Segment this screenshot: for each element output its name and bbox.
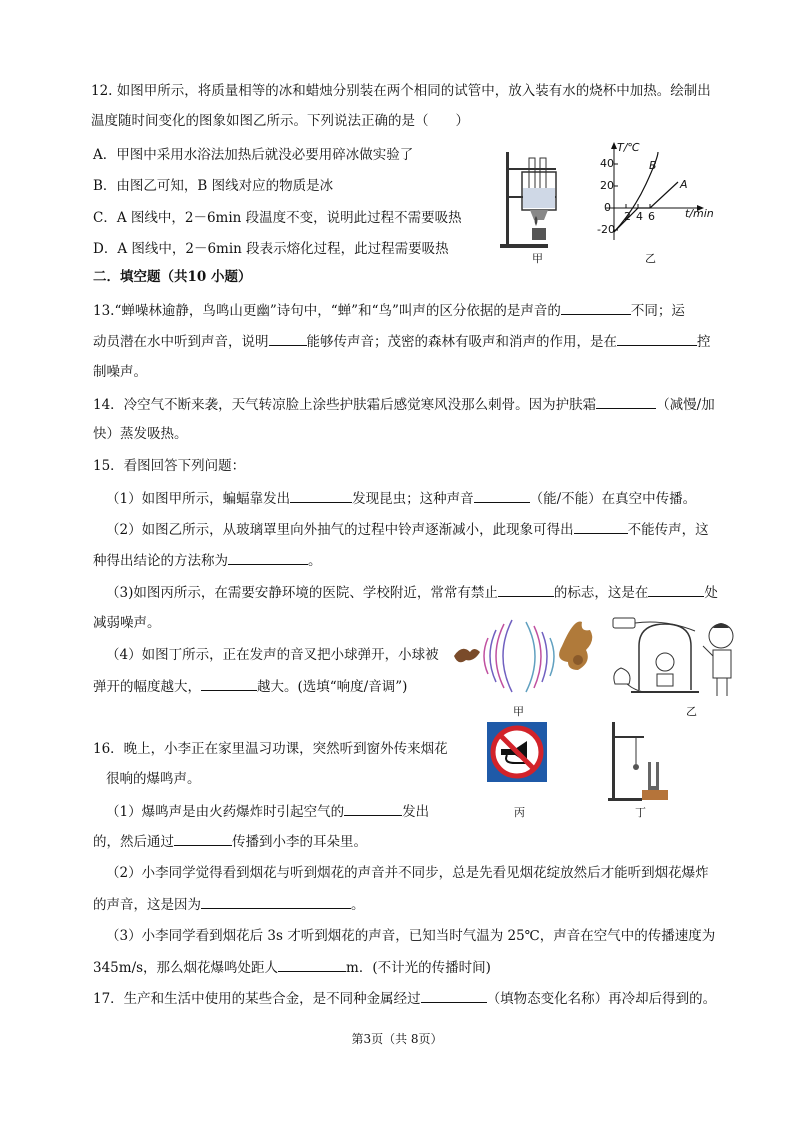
q15-blank-5[interactable] (498, 582, 554, 597)
graph-x-tick-6: 6 (648, 210, 655, 223)
q15-fig-jia-caption: 甲 (513, 705, 524, 718)
graph-y-tick-neg20: -20 (597, 223, 615, 236)
q16-part2-line1: （2）小李同学觉得看到烟花与听到烟花的声音并不同步，总是先看见烟花绽放然后才能听到烟花爆炸 (106, 865, 709, 881)
q13-line2 (93, 331, 711, 352)
q15-p2-text-c: 种得出结论的方法称为 (93, 553, 228, 569)
q15-p3-text-c: 处 (704, 585, 718, 601)
q15-part1 (106, 488, 696, 509)
q16-part1-line2 (93, 831, 367, 852)
q15-part4-line1: （4）如图丁所示，正在发声的音叉把小球弹开，小球被 (106, 647, 439, 663)
q16-line2: 很响的爆鸣声。 (106, 771, 201, 787)
q15-blank-3[interactable] (574, 519, 628, 534)
graph-y-tick-40: 40 (600, 157, 614, 170)
q15-p1-text-c: （能/不能）在真空中传播。 (529, 491, 697, 507)
q16-p1-text-c: 的，然后通过 (93, 834, 174, 850)
page-footer: 第3页（共 8页） (351, 1032, 443, 1046)
q17-line1 (93, 988, 716, 1009)
q16-p2-text-c: 。 (351, 897, 365, 913)
q12-option-b: B．由图乙可知，B 图线对应的物质是冰 (93, 178, 334, 194)
q15-blank-7[interactable] (201, 676, 257, 691)
q15-part4-line2 (93, 676, 407, 697)
graph-y-tick-20: 20 (600, 179, 614, 192)
q15-p3-text-a: （3)如图丙所示，在需要安静环境的医院、学校附近，常常有禁止 (106, 585, 498, 601)
q14-blank-1[interactable] (596, 394, 656, 409)
q13-blank-2[interactable] (269, 331, 307, 346)
q16-p3-text-b: 345m/s，那么烟花爆鸣处距人 (93, 960, 279, 976)
no-honking-sign (487, 722, 547, 782)
q17-text-b: （填物态变化名称）再冷却后得到的。 (486, 991, 717, 1007)
q16-line1: 16．晚上，小李正在家里温习功课，突然听到窗外传来烟花 (93, 741, 448, 757)
q13-line3: 制噪声。 (93, 364, 147, 380)
bell-jar-vacuum-figure (603, 612, 753, 700)
q16-p1-text-a: （1）爆鸣声是由火药爆炸时引起空气的 (106, 804, 345, 820)
q16-p3-text-c: m．(不计光的传播时间) (346, 960, 491, 976)
q13-text-c: 动员潜在水中听到声音，说明 (93, 334, 269, 350)
q16-p1-text-d: 传播到小李的耳朵里。 (232, 834, 367, 850)
q15-fig-yi-caption: 乙 (686, 705, 697, 718)
q15-p2-text-a: （2）如图乙所示，从玻璃罩里向外抽气的过程中铃声逐渐减小，此现象可得出 (106, 522, 574, 538)
q15-p3-text-b: 的标志，这是在 (553, 585, 649, 601)
q15-p4-text-c: 越大。(选填“响度/音调”) (257, 679, 408, 695)
q14-text-b: （减慢/加 (656, 397, 715, 413)
fig-yi-caption: 乙 (645, 252, 656, 265)
q15-p1-text-a: （1）如图甲所示，蝙蝠靠发出 (106, 491, 291, 507)
q16-blank-4[interactable] (278, 957, 346, 972)
q16-part2-line2 (93, 894, 365, 915)
q12-option-c: C．A 图线中，2－6min 段温度不变，说明此过程不需要吸热 (93, 210, 462, 226)
q16-blank-2[interactable] (174, 831, 232, 846)
q16-part1-line1 (106, 801, 429, 822)
q16-part3-line1: （3）小李同学看到烟花后 3s 才听到烟花的声音，已知当时气温为 25℃，声音在空气中的传播速度为 (106, 928, 716, 944)
q15-p2-text-b: 不能传声，这 (627, 522, 709, 538)
graph-curve-b-label: B (649, 159, 657, 172)
fig-jia-caption: 甲 (532, 252, 543, 265)
q13-line1 (93, 300, 685, 321)
q12-stem-line1: 12. 如图甲所示，将质量相等的冰和蜡烛分别装在两个相同的试管中，放入装有水的烧杯中加热。绘制出 (91, 83, 711, 99)
q13-text-a: 13.“蝉噪林逾静，鸟鸣山更幽”诗句中，“蝉”和“鸟”叫声的区分依据的是声音的 (93, 303, 561, 319)
q13-text-b: 不同；运 (630, 303, 685, 319)
q13-blank-3[interactable] (617, 331, 697, 346)
graph-y-axis-label: T/℃ (617, 141, 640, 154)
q15-part3-line2: 减弱噪声。 (93, 615, 161, 631)
tuning-fork-ball-figure (606, 718, 670, 802)
q12-option-a: A．甲图中采用水浴法加热后就没必要用碎冰做实验了 (93, 147, 414, 163)
q15-p4-text-b: 弹开的幅度越大， (93, 679, 201, 695)
q15-p2-text-d: 。 (308, 553, 322, 569)
q15-intro: 15．看图回答下列问题： (93, 458, 246, 474)
bat-echolocation-figure (452, 616, 600, 698)
q16-p1-text-b: 发出 (402, 804, 430, 820)
q15-fig-ding-caption: 丁 (635, 806, 646, 819)
q15-fig-bing-caption: 丙 (514, 806, 525, 819)
q12-option-d: D．A 图线中，2－6min 段表示熔化过程，此过程需要吸热 (93, 241, 449, 257)
section-fill-in-heading: 二．填空题（共10 小题） (93, 269, 252, 285)
q12-stem-line2: 温度随时间变化的图象如图乙所示。下列说法正确的是（ ） (91, 113, 469, 129)
q14-line2: 快）蒸发吸热。 (93, 426, 188, 442)
q13-text-d: 能够传声音；茂密的森林有吸声和消声的作用，是在 (306, 334, 617, 350)
q15-part3-line1 (106, 582, 718, 603)
q15-part2-line2 (93, 550, 322, 571)
q14-line1 (93, 394, 715, 415)
q16-blank-1[interactable] (344, 801, 402, 816)
graph-curve-a-label: A (680, 178, 688, 191)
q15-blank-6[interactable] (648, 582, 704, 597)
graph-y-tick-0: 0 (604, 201, 611, 214)
q14-text-a: 14．冷空气不断来袭，天气转凉脸上涂些护肤霜后感觉寒风没那么刺骨。因为护肤霜 (93, 397, 597, 413)
q15-p1-text-b: 发现昆虫；这种声音 (352, 491, 474, 507)
q15-part2-line1 (106, 519, 709, 540)
graph-x-tick-4: 4 (636, 210, 643, 223)
q13-blank-1[interactable] (561, 300, 631, 315)
q15-blank-2[interactable] (474, 488, 530, 503)
graph-x-tick-2: 2 (624, 210, 631, 223)
graph-x-axis-label: t/min (685, 207, 714, 220)
q15-blank-1[interactable] (290, 488, 352, 503)
q17-text-a: 17．生产和生活中使用的某些合金，是不同种金属经过 (93, 991, 421, 1007)
q13-text-e: 控 (697, 334, 711, 350)
q15-blank-4[interactable] (228, 550, 308, 565)
q16-blank-3[interactable] (201, 894, 351, 909)
q16-part3-line2 (93, 957, 491, 978)
q16-p2-text-b: 的声音，这是因为 (93, 897, 201, 913)
water-bath-apparatus-figure (496, 148, 576, 250)
q17-blank-1[interactable] (421, 988, 487, 1003)
